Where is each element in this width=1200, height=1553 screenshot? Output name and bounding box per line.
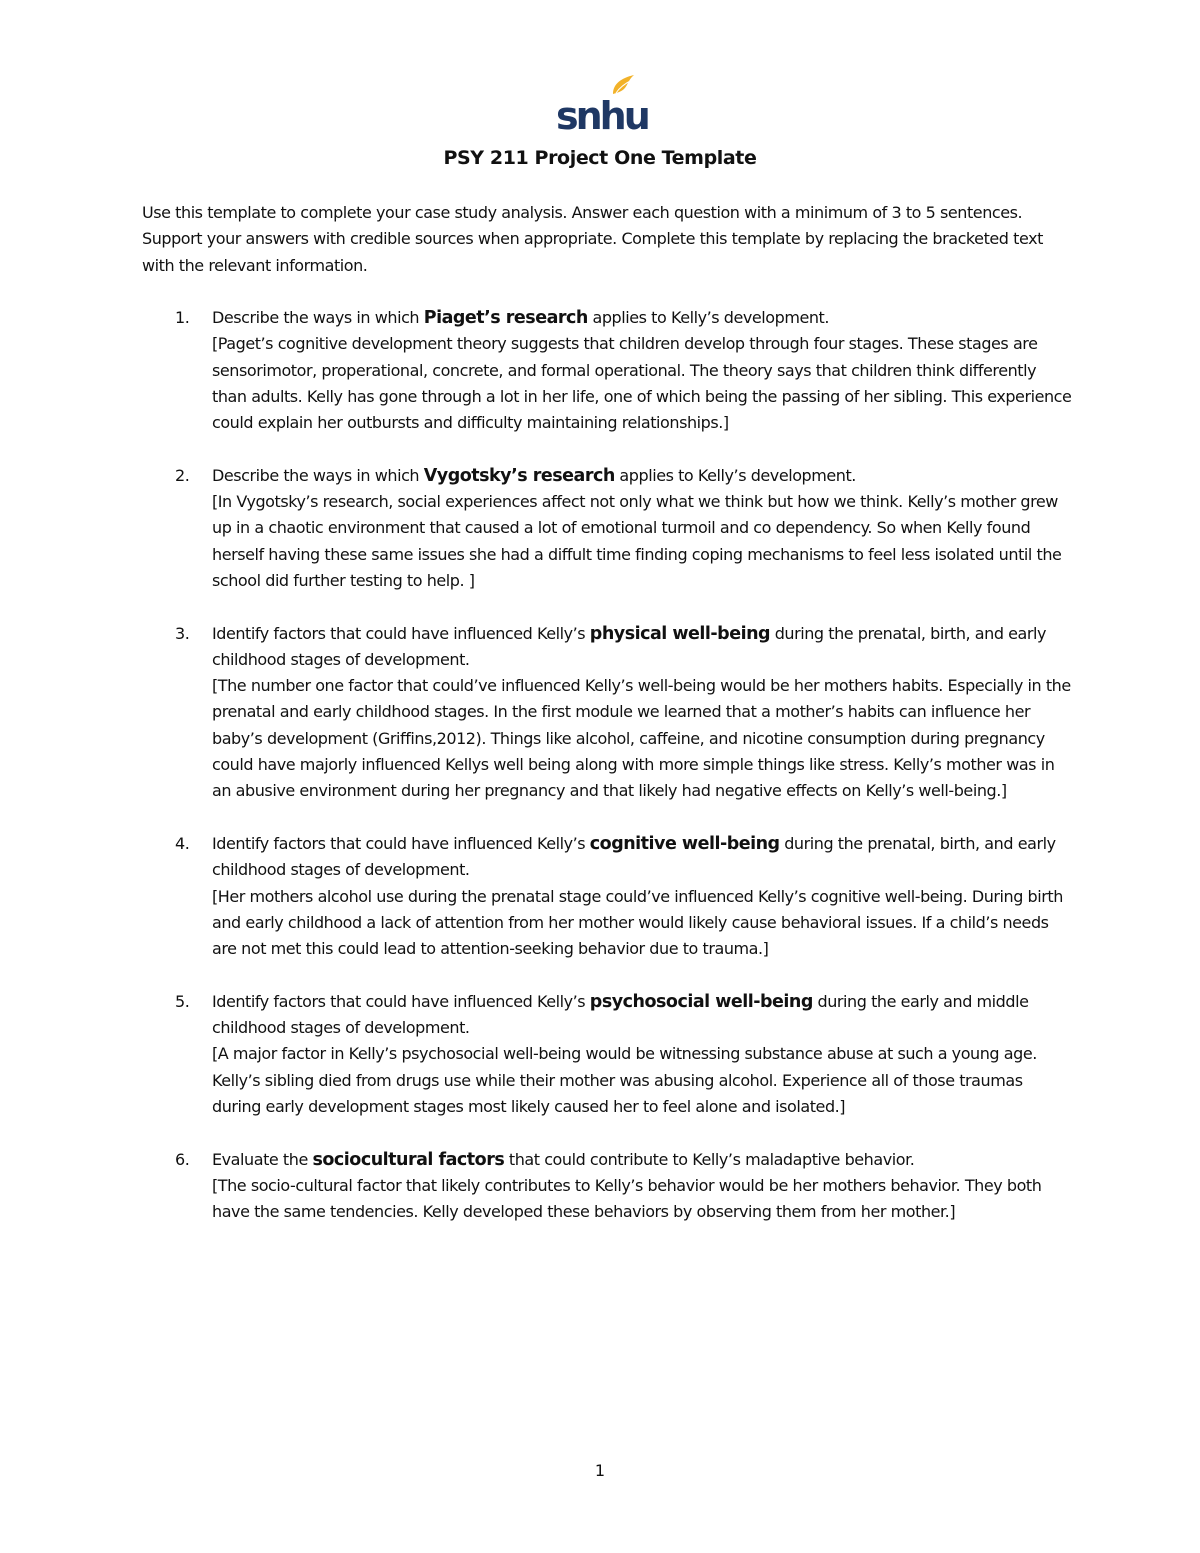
answer-text: [The socio-cultural factor that likely contributes to Kelly’s behavior would be her mothers behavior. They both have the same tendencies. Kelly developed these behaviors by observing them from her mother.] [212, 1175, 1042, 1222]
question-item [142, 621, 1072, 805]
prompt-highlight: psychosocial well-being [589, 991, 813, 1012]
prompt-highlight: sociocultural factors [312, 1149, 505, 1170]
question-prompt: Identify factors that could have influenced Kelly’s cognitive well-being during the prenatal, birth, and early childhood stages of development. [212, 833, 1056, 880]
logo-wordmark: snhu [556, 94, 648, 138]
snhu-logo [555, 74, 648, 138]
answer-text: [Paget’s cognitive development theory suggests that children develop through four stages. These stages are sensorimotor, properational, concrete, and formal operational. The theory says that children think differently than adults. Kelly has gone through a lot in her life, one of which being the passing of her sibling. This experience could explain her outbursts and difficulty maintaining relationships.] [212, 334, 1072, 433]
question-item [142, 305, 1072, 436]
question-prompt: Describe the ways in which Piaget’s research applies to Kelly’s development. [212, 308, 830, 328]
question-item [142, 989, 1072, 1120]
question-number: 2. [175, 465, 190, 485]
prompt-highlight: Piaget’s research [423, 308, 588, 328]
answer-text: [Her mothers alcohol use during the prenatal stage could’ve influenced Kelly’s cognitive well-being. During birth and early childhood a lack of attention from her mother would likely cause behavioral issues. If a child’s needs are not met this could lead to attention-seeking behavior due to trauma.] [212, 886, 1063, 959]
question-prompt: Describe the ways in which Vygotsky’s research applies to Kelly’s development. [212, 465, 856, 486]
question-item [142, 831, 1072, 962]
flame-icon [613, 75, 634, 94]
question-number: 4. [175, 833, 190, 853]
answer-text: [The number one factor that could’ve influenced Kelly’s well-being would be her mothers habits. Especially in the prenatal and early childhood stages. In the first module we learned that a mother’s habits can influence her baby’s development (Griffins,2012). Things like alcohol, caffeine, and nicotine consumption during pregnancy could have majorly influenced Kellys well being along with more simple things like stress. Kelly’s mother was in an abusive environment during her pregnancy and that likely had negative effects on Kelly’s well-being.] [212, 676, 1071, 801]
question-item [142, 463, 1072, 594]
page-title: PSY 211 Project One Template [443, 147, 757, 169]
question-number: 6. [175, 1149, 190, 1169]
instructions-paragraph: Use this template to complete your case study analysis. Answer each question with a minimum of 3 to 5 sentences. Support your answers with credible sources when appropriate. Complete this template by replacing the bracketed text with the relevant information. [142, 203, 1043, 275]
question-prompt: Identify factors that could have influenced Kelly’s physical well-being during the prenatal, birth, and early childhood stages of development. [212, 623, 1047, 669]
question-number: 3. [175, 623, 190, 643]
page-number: 1 [594, 1461, 606, 1480]
question-prompt: Identify factors that could have influenced Kelly’s psychosocial well-being during the early and middle childhood stages of development. [212, 991, 1029, 1038]
prompt-highlight: Vygotsky’s research [423, 465, 615, 486]
question-item [142, 1147, 1072, 1226]
question-number: 5. [175, 991, 190, 1011]
question-prompt: Evaluate the sociocultural factors that could contribute to Kelly’s maladaptive behavior. [212, 1149, 915, 1170]
prompt-highlight: cognitive well-being [589, 833, 780, 854]
question-number: 1. [175, 308, 190, 327]
question-list [142, 305, 1072, 1252]
answer-text: [In Vygotsky’s research, social experiences affect not only what we think but how we think. Kelly’s mother grew up in a chaotic environment that caused a lot of emotional turmoil and co dependency. So when Kelly found herself having these same issues she had a diffult time finding coping mechanisms to feel less isolated until the school did further testing to help. ] [212, 492, 1062, 590]
answer-text: [A major factor in Kelly’s psychosocial well-being would be witnessing substance abuse at such a young age. Kelly’s sibling died from drugs use while their mother was abusing alcohol. Experience all of those traumas during early development stages most likely caused her to feel alone and isolated.] [212, 1044, 1037, 1116]
prompt-highlight: physical well-being [589, 623, 771, 644]
